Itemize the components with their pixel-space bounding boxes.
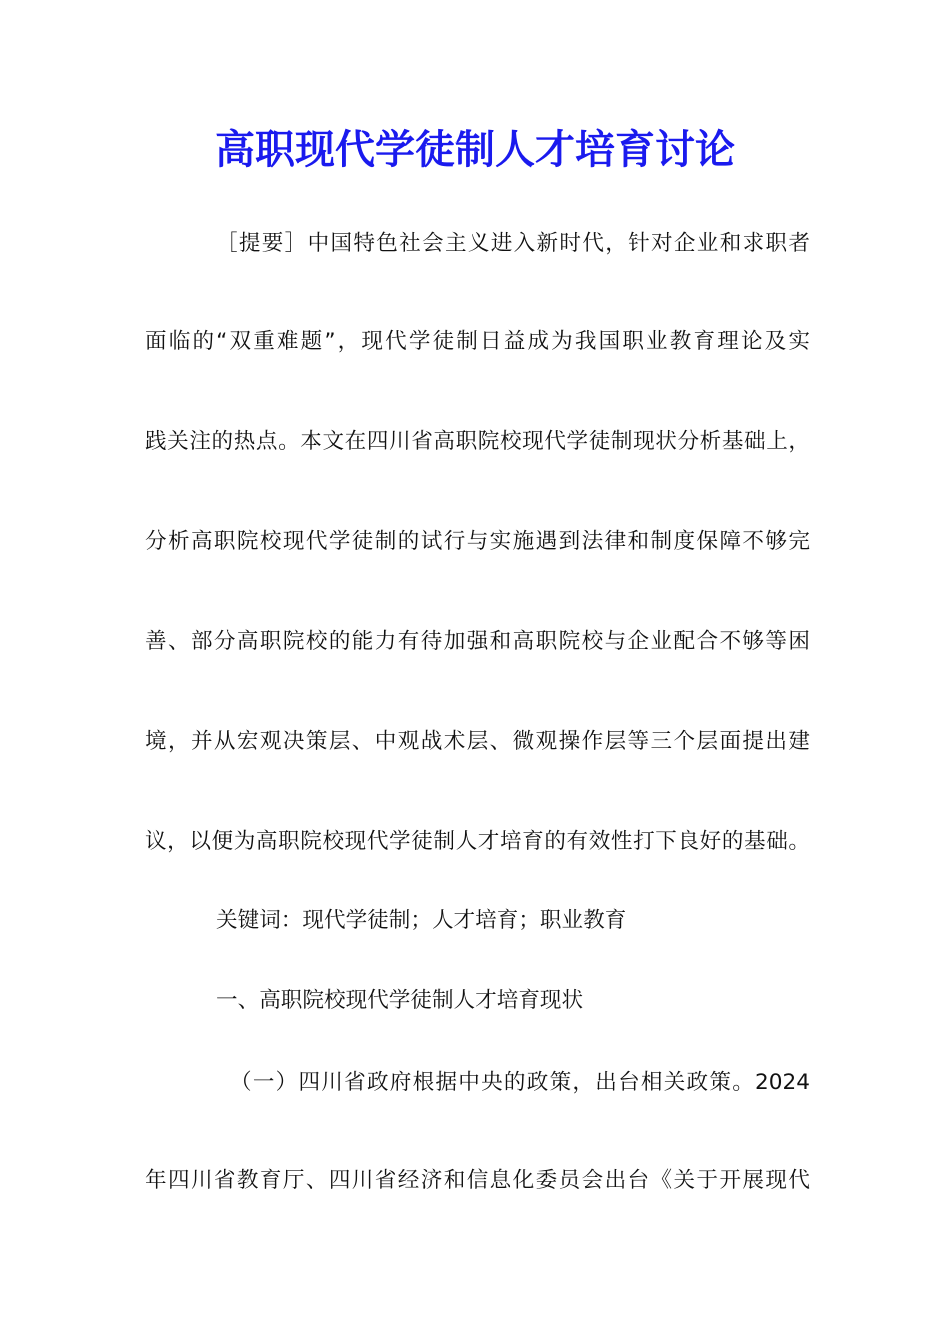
abstract-line-1: ［提要］中国特色社会主义进入新时代，针对企业和求职者	[216, 231, 810, 256]
document-title: 高职现代学徒制人才培育讨论	[215, 126, 735, 173]
abstract-line-4: 分析高职院校现代学徒制的试行与实施遇到法律和制度保障不够完	[145, 529, 810, 554]
abstract-line-5: 善、部分高职院校的能力有待加强和高职院校与企业配合不够等困	[145, 629, 810, 654]
keywords-line: 关键词：现代学徒制；人才培育；职业教育	[216, 908, 627, 933]
abstract-line-6: 境，并从宏观决策层、中观战术层、微观操作层等三个层面提出建	[145, 729, 810, 754]
abstract-line-2: 面临的“双重难题”，现代学徒制日益成为我国职业教育理论及实	[145, 329, 810, 354]
section-heading-1: 一、高职院校现代学徒制人才培育现状	[216, 988, 584, 1013]
abstract-line-3: 践关注的热点。本文在四川省高职院校现代学徒制现状分析基础上，	[145, 429, 810, 454]
abstract-line-7: 议，以便为高职院校现代学徒制人才培育的有效性打下良好的基础。	[145, 829, 810, 854]
body-line-2: 年四川省教育厅、四川省经济和信息化委员会出台《关于开展现代	[145, 1168, 810, 1193]
body-line-1: （一）四川省政府根据中央的政策，出台相关政策。2024	[230, 1070, 810, 1095]
